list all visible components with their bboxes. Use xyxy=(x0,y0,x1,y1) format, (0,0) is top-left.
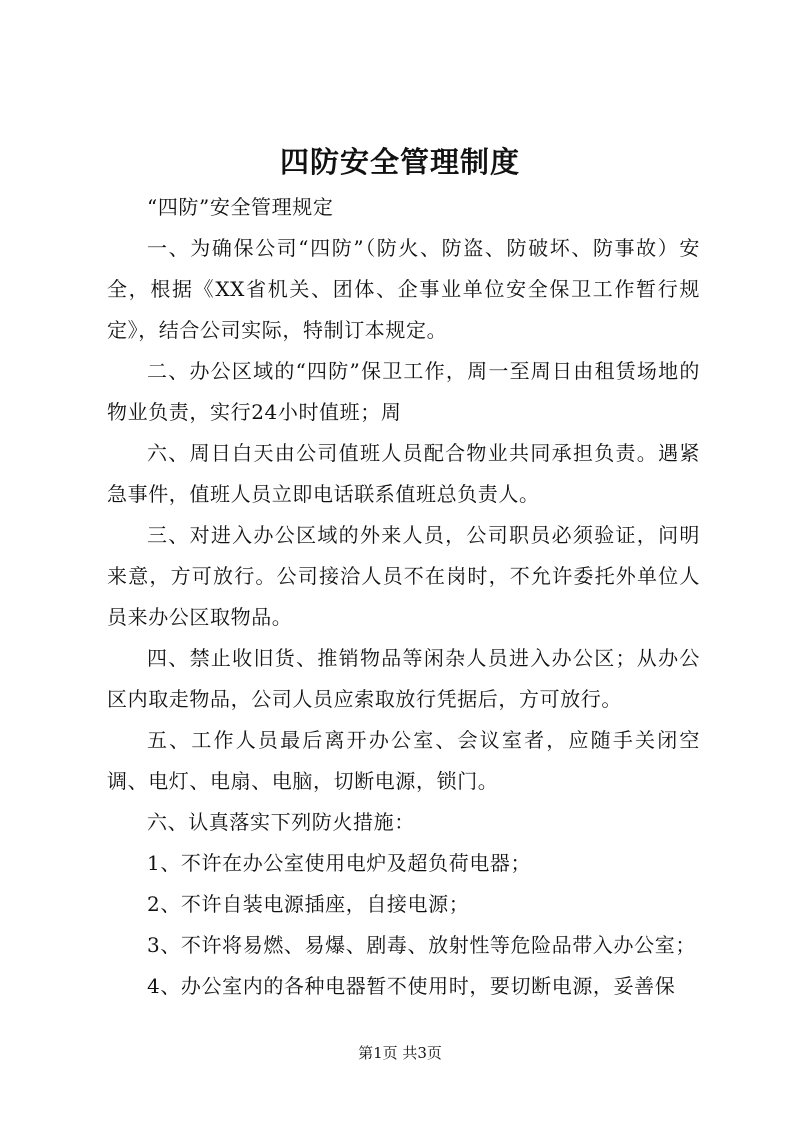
list-item-fire-3: 3、不许将易燃、易爆、剧毒、放射性等危险品带入办公室； xyxy=(147,933,696,957)
paragraph-clause-5: 五、工作人员最后离开办公室、会议室者，应随手关闭空调、电灯、电扇、电脑，切断电源，锁门。 xyxy=(107,728,700,793)
list-item-fire-2: 2、不许自装电源插座，自接电源； xyxy=(147,892,470,916)
paragraph-clause-3: 三、对进入办公区域的外来人员，公司职员必须验证，问明来意，方可放行。公司接洽人员不在岗时，不允许委托外单位人员来办公区取物品。 xyxy=(107,523,700,629)
paragraph-clause-2: 二、办公区域的“四防”保卫工作，周一至周日由租赁场地的物业负责，实行24小时值班；周 xyxy=(107,359,700,424)
list-item-fire-4: 4、办公室内的各种电器暂不使用时，要切断电源，妥善保 xyxy=(147,974,676,998)
list-item-fire-1: 1、不许在办公室使用电炉及超负荷电器； xyxy=(147,851,532,875)
paragraph-heading: “四防”安全管理规定 xyxy=(147,195,334,219)
document-title: 四防安全管理制度 xyxy=(279,145,520,179)
paragraph-clause-1: 一、为确保公司“四防”（防火、防盗、防破坏、防事故）安全，根据《XX省机关、团体、企事业单位安全保卫工作暂行规定》，结合公司实际，特制订本规定。 xyxy=(107,236,700,342)
paragraph-clause-6: 六、认真落实下列防火措施： xyxy=(147,810,415,834)
paragraph-clause-2-cont: 六、周日白天由公司值班人员配合物业共同承担负责。遇紧急事件，值班人员立即电话联系值班总负责人。 xyxy=(107,441,700,506)
page-number-footer: 第1页 共3页 xyxy=(358,1044,442,1062)
paragraph-clause-4: 四、禁止收旧货、推销物品等闲杂人员进入办公区；从办公区内取走物品，公司人员应索取放行凭据后，方可放行。 xyxy=(107,646,700,711)
document-body xyxy=(107,187,700,1007)
